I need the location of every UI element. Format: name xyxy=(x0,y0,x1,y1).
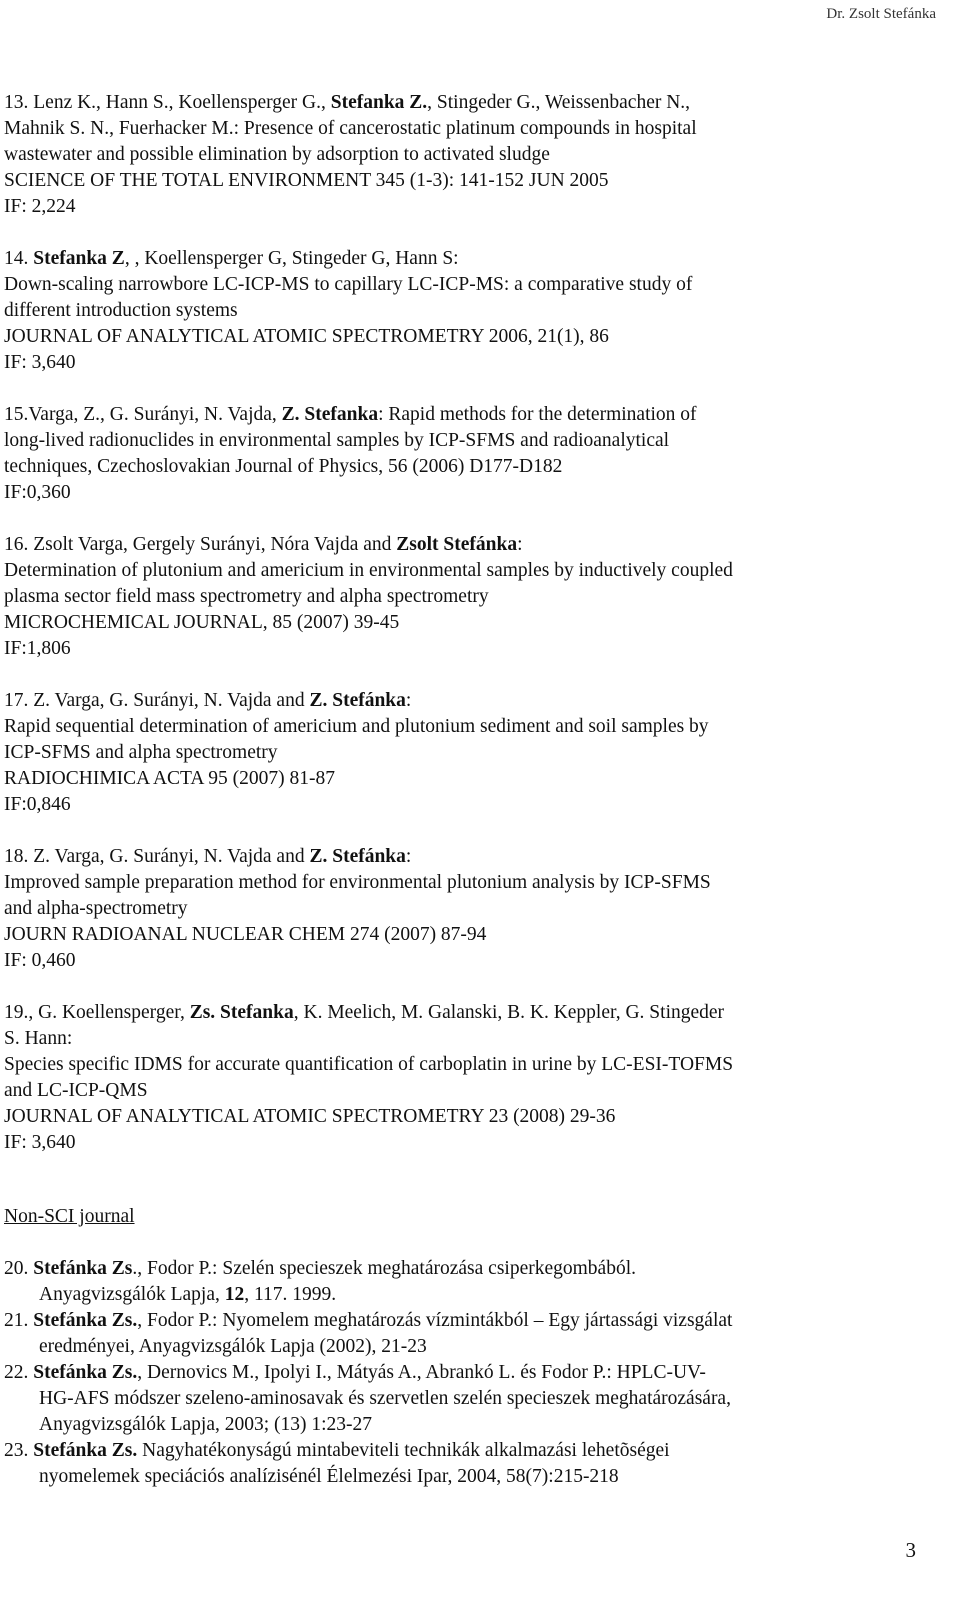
entry-line xyxy=(4,1412,894,1438)
entry-line xyxy=(4,688,894,714)
text-segment: ICP-SFMS and alpha spectrometry xyxy=(4,742,278,763)
entry-line xyxy=(4,90,894,116)
text-segment: S. Hann: xyxy=(4,1028,73,1049)
entry-line xyxy=(4,740,894,766)
text-segment: IF:1,806 xyxy=(4,638,71,659)
text-segment: IF: 3,640 xyxy=(4,352,76,373)
entry-line xyxy=(4,532,894,558)
text-segment: , Fodor P.: Nyomelem meghatározás vízmintákból – Egy jártassági vizsgálat xyxy=(137,1310,733,1331)
text-segment: 15.Varga, Z., G. Surányi, N. Vajda, xyxy=(4,404,282,425)
entry-line xyxy=(4,766,894,792)
author-name-bold: Zs. Stefanka xyxy=(189,1002,294,1023)
sci-publications xyxy=(4,90,894,1156)
text-segment: : xyxy=(517,534,523,555)
publication-list xyxy=(4,90,894,1490)
entry-line xyxy=(4,480,894,506)
text-segment: Mahnik S. N., Fuerhacker M.: Presence of cancerostatic platinum compounds in hospital xyxy=(4,118,697,139)
text-segment: 17. Z. Varga, G. Surányi, N. Vajda and xyxy=(4,690,310,711)
text-segment: : xyxy=(405,846,412,867)
entry-line xyxy=(4,1386,894,1412)
text-segment: 22. xyxy=(4,1362,34,1383)
entry-line xyxy=(4,428,894,454)
text-segment: JOURN RADIOANAL NUCLEAR CHEM 274 (2007) 87-94 xyxy=(4,924,487,945)
entry-line xyxy=(4,1052,894,1078)
text-segment: techniques, Czechoslovakian Journal of Physics, 56 (2006) D177-D182 xyxy=(4,456,563,477)
text-segment: , 117. 1999. xyxy=(244,1284,337,1305)
non-sci-heading: Non-SCI journal xyxy=(4,1206,135,1227)
publication-entry xyxy=(4,532,894,662)
text-segment: different introduction systems xyxy=(4,300,238,321)
text-segment: JOURNAL OF ANALYTICAL ATOMIC SPECTROMETRY 2006, 21(1), 86 xyxy=(4,326,609,347)
text-segment: : Rapid methods for the determination of xyxy=(378,404,697,425)
entry-line xyxy=(4,584,894,610)
text-segment: ., Fodor P.: Szelén specieszek meghatározása csiperkegombából. xyxy=(132,1258,636,1279)
text-segment: Down-scaling narrowbore LC-ICP-MS to capillary LC-ICP-MS: a comparative study of xyxy=(4,274,693,295)
entry-line xyxy=(4,896,894,922)
text-segment: HG-AFS módszer szeleno-aminosavak és szervetlen szelén specieszek meghatározására, xyxy=(39,1388,731,1409)
text-segment: , , Koellensperger G, Stingeder G, Hann S: xyxy=(124,248,459,269)
entry-line xyxy=(4,714,894,740)
entry-line xyxy=(4,922,894,948)
text-segment: IF: 2,224 xyxy=(4,196,76,217)
entry-line xyxy=(4,116,894,142)
author-name-bold: Stefanka Z xyxy=(33,248,125,269)
entry-line xyxy=(4,246,894,272)
text-segment: IF:0,360 xyxy=(4,482,71,503)
text-segment: Determination of plutonium and americium in environmental samples by inductively coupled xyxy=(4,560,733,581)
text-segment: , K. Meelich, M. Galanski, B. K. Keppler, G. Stingeder xyxy=(293,1002,725,1023)
text-segment: RADIOCHIMICA ACTA 95 (2007) 81-87 xyxy=(4,768,336,789)
text-segment: 23. xyxy=(4,1440,34,1461)
text-segment: eredményei, Anyagvizsgálók Lapja (2002), 21-23 xyxy=(39,1336,427,1357)
text-segment: IF: 3,640 xyxy=(4,1132,76,1153)
entry-line xyxy=(4,636,894,662)
publication-entry xyxy=(4,402,894,506)
entry-line xyxy=(4,1464,894,1490)
text-segment: : xyxy=(405,690,412,711)
text-segment: long-lived radionuclides in environmental samples by ICP-SFMS and radioanalytical xyxy=(4,430,670,451)
text-segment: Anyagvizsgálók Lapja, xyxy=(39,1284,225,1305)
publication-entry xyxy=(4,90,894,220)
entry-line xyxy=(4,1308,894,1334)
entry-line xyxy=(4,298,894,324)
text-segment: 13. Lenz K., Hann S., Koellensperger G., xyxy=(4,92,331,113)
entry-line xyxy=(4,454,894,480)
text-segment: MICROCHEMICAL JOURNAL, 85 (2007) 39-45 xyxy=(4,612,400,633)
author-name-bold: 12 xyxy=(224,1284,245,1305)
entry-line xyxy=(4,844,894,870)
text-segment: 14. xyxy=(4,248,34,269)
non-sci-publications xyxy=(4,1256,894,1490)
author-name-bold: Z. Stefanka xyxy=(281,404,379,425)
publication-entry xyxy=(4,688,894,818)
entry-line xyxy=(4,948,894,974)
entry-line xyxy=(4,1026,894,1052)
text-segment: SCIENCE OF THE TOTAL ENVIRONMENT 345 (1-3): 141-152 JUN 2005 xyxy=(4,170,609,191)
text-segment: 18. Z. Varga, G. Surányi, N. Vajda and xyxy=(4,846,310,867)
entry-line xyxy=(4,610,894,636)
text-segment: wastewater and possible elimination by adsorption to activated sludge xyxy=(4,144,550,165)
text-segment: and alpha-spectrometry xyxy=(4,898,188,919)
text-segment: , Stingeder G., Weissenbacher N., xyxy=(427,92,691,113)
entry-line xyxy=(4,1282,894,1308)
entry-line xyxy=(4,1000,894,1026)
text-segment: Rapid sequential determination of americium and plutonium sediment and soil samples by xyxy=(4,716,709,737)
entry-line xyxy=(4,1130,894,1156)
entry-line xyxy=(4,402,894,428)
entry-line xyxy=(4,1256,894,1282)
entry-line xyxy=(4,1360,894,1386)
publication-entry xyxy=(4,844,894,974)
entry-line xyxy=(4,324,894,350)
entry-line xyxy=(4,870,894,896)
entry-line xyxy=(4,1104,894,1130)
entry-line xyxy=(4,194,894,220)
text-segment: 16. Zsolt Varga, Gergely Surányi, Nóra Vajda and xyxy=(4,534,397,555)
author-name-bold: Stefánka Zs xyxy=(33,1258,133,1279)
non-sci-entry xyxy=(4,1360,894,1438)
text-segment: JOURNAL OF ANALYTICAL ATOMIC SPECTROMETRY 23 (2008) 29-36 xyxy=(4,1106,616,1127)
entry-line xyxy=(4,350,894,376)
author-name-bold: Stefánka Zs. xyxy=(33,1362,138,1383)
entry-line xyxy=(4,142,894,168)
text-segment: 20. xyxy=(4,1258,34,1279)
text-segment: Anyagvizsgálók Lapja, 2003; (13) 1:23-27 xyxy=(39,1414,373,1435)
entry-line xyxy=(4,1078,894,1104)
author-name-bold: Stefánka Zs. xyxy=(33,1440,138,1461)
text-segment: and LC-ICP-QMS xyxy=(4,1080,148,1101)
text-segment: 21. xyxy=(4,1310,34,1331)
author-name-bold: Z. Stefánka xyxy=(309,846,406,867)
non-sci-entry xyxy=(4,1308,894,1360)
author-name-bold: Zsolt Stefánka xyxy=(396,534,518,555)
entry-line xyxy=(4,272,894,298)
text-segment: nyomelemek speciációs analízisénél Élelmezési Ipar, 2004, 58(7):215-218 xyxy=(39,1466,619,1487)
text-segment: 19., G. Koellensperger, xyxy=(4,1002,190,1023)
text-segment: IF: 0,460 xyxy=(4,950,76,971)
text-segment: Improved sample preparation method for environmental plutonium analysis by ICP-SFMS xyxy=(4,872,711,893)
entry-line xyxy=(4,1334,894,1360)
page-number: 3 xyxy=(905,1538,916,1562)
text-segment: IF:0,846 xyxy=(4,794,71,815)
text-segment: plasma sector field mass spectrometry and alpha spectrometry xyxy=(4,586,489,607)
entry-line xyxy=(4,168,894,194)
author-name-bold: Stefánka Zs. xyxy=(33,1310,138,1331)
running-header: Dr. Zsolt Stefánka xyxy=(826,6,936,22)
entry-line xyxy=(4,792,894,818)
text-segment: , Dernovics M., Ipolyi I., Mátyás A., Abrankó L. és Fodor P.: HPLC-UV- xyxy=(137,1362,706,1383)
entry-line xyxy=(4,558,894,584)
publication-entry xyxy=(4,246,894,376)
author-name-bold: Z. Stefánka xyxy=(309,690,406,711)
non-sci-entry xyxy=(4,1256,894,1308)
text-segment: Nagyhatékonyságú mintabeviteli technikák alkalmazási lehetõségei xyxy=(137,1440,670,1461)
text-segment: Species specific IDMS for accurate quantification of carboplatin in urine by LC-ESI-TOFMS xyxy=(4,1054,734,1075)
non-sci-entry xyxy=(4,1438,894,1490)
entry-line xyxy=(4,1438,894,1464)
author-name-bold: Stefanka Z. xyxy=(330,92,428,113)
publication-entry xyxy=(4,1000,894,1156)
